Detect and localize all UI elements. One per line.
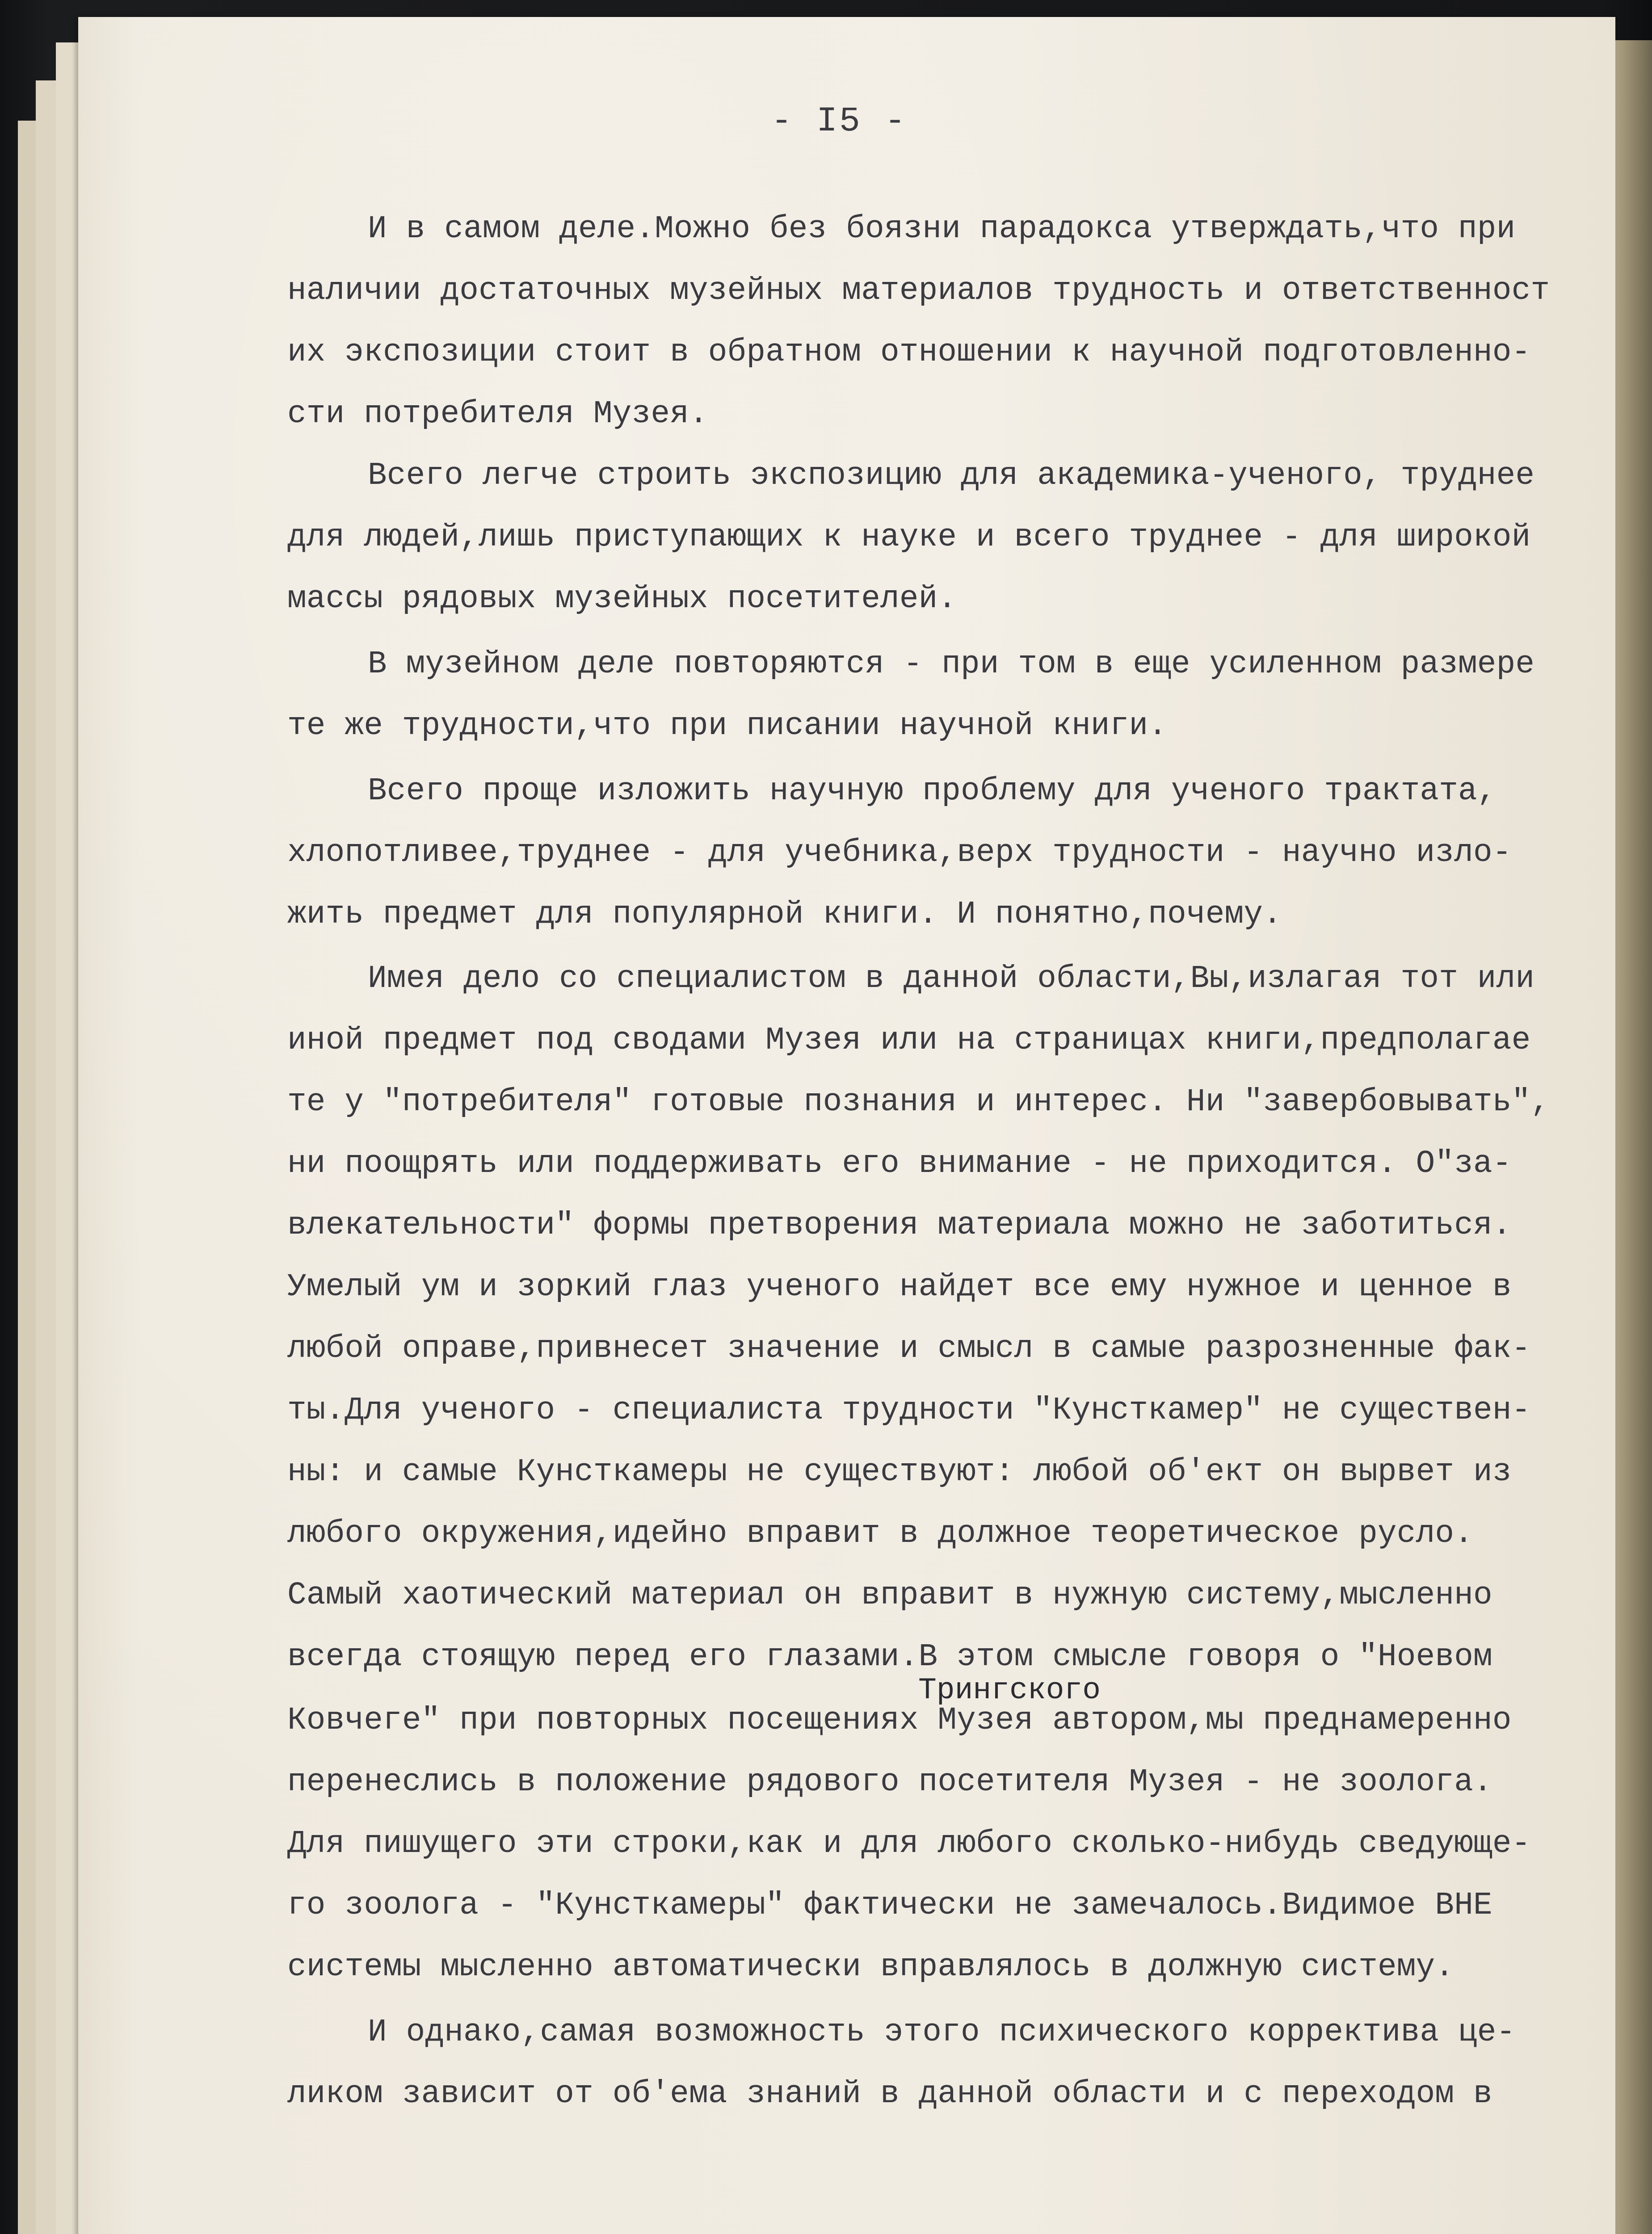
document-page [78,17,1615,2234]
text-line: массы рядовых музейных посетителей. [287,581,957,617]
text-line: всегда стоящую перед его глазами.В этом смысле говоря о "Ноевом [287,1639,1492,1675]
text-line: сти потребителя Музея. [287,396,708,432]
text-line: те у "потребителя" готовые познания и интерес. Ни "завербовывать", [287,1084,1550,1120]
text-line: Всего легче строить экспозицию для академика-ученого, труднее [368,458,1535,494]
handwritten-insertion: Трингского [918,1673,1101,1708]
text-line: Имея дело со специалистом в данной области,Вы,излагая тот или [368,961,1535,997]
text-line: любой оправе,привнесет значение и смысл в самые разрозненные фак- [287,1331,1531,1367]
page-number: - I5 - [771,102,908,141]
text-line: влекательности" формы претворения материала можно не заботиться. [287,1208,1512,1243]
text-line: ни поощрять или поддерживать его внимание - не приходится. О"за- [287,1146,1512,1182]
text-line: для людей,лишь приступающих к науке и всего труднее - для широкой [287,520,1531,555]
text-line: ликом зависит от об'ема знаний в данной области и с переходом в [287,2076,1492,2112]
text-line: хлопотливее,труднее - для учебника,верх трудности - научно изло- [287,835,1512,871]
text-line: Умелый ум и зоркий глаз ученого найдет все ему нужное и ценное в [287,1269,1512,1305]
text-line: жить предмет для популярной книги. И понятно,почему. [287,897,1282,932]
text-line: Самый хаотический материал он вправит в нужную систему,мысленно [287,1578,1492,1613]
text-line: любого окружения,идейно вправит в должное теоретическое русло. [287,1516,1474,1552]
text-line: наличии достаточных музейных материалов трудность и ответственност [287,273,1550,309]
text-line: го зоолога - "Кунсткамеры" фактически не замечалось.Видимое ВНЕ [287,1888,1492,1923]
text-line: те же трудности,что при писании научной книги. [287,708,1168,744]
text-line: В музейном деле повторяются - при том в еще усиленном размере [368,647,1535,682]
text-line: их экспозиции стоит в обратном отношении к научной подготовленно- [287,335,1531,370]
text-line: Ковчеге" при повторных посещениях Музея автором,мы преднамеренно [287,1703,1512,1738]
text-line: И в самом деле.Можно без боязни парадокса утверждать,что при [368,211,1516,247]
text-line: перенеслись в положение рядового посетителя Музея - не зоолога. [287,1764,1492,1800]
text-line: Для пишущего эти строки,как и для любого сколько-нибудь сведующе- [287,1826,1531,1862]
text-line: Всего проще изложить научную проблему для ученого трактата, [368,773,1496,809]
text-line: И однако,самая возможность этого психического корректива це- [368,2015,1516,2050]
text-line: ты.Для ученого - специалиста трудности "Кунсткамер" не существен- [287,1393,1531,1428]
text-line: ны: и самые Кунсткамеры не существуют: любой об'ект он вырвет из [287,1454,1512,1490]
text-line: системы мысленно автоматически вправлялось в должную систему. [287,1949,1454,1985]
text-line: иной предмет под сводами Музея или на страницах книги,предполагае [287,1023,1531,1058]
